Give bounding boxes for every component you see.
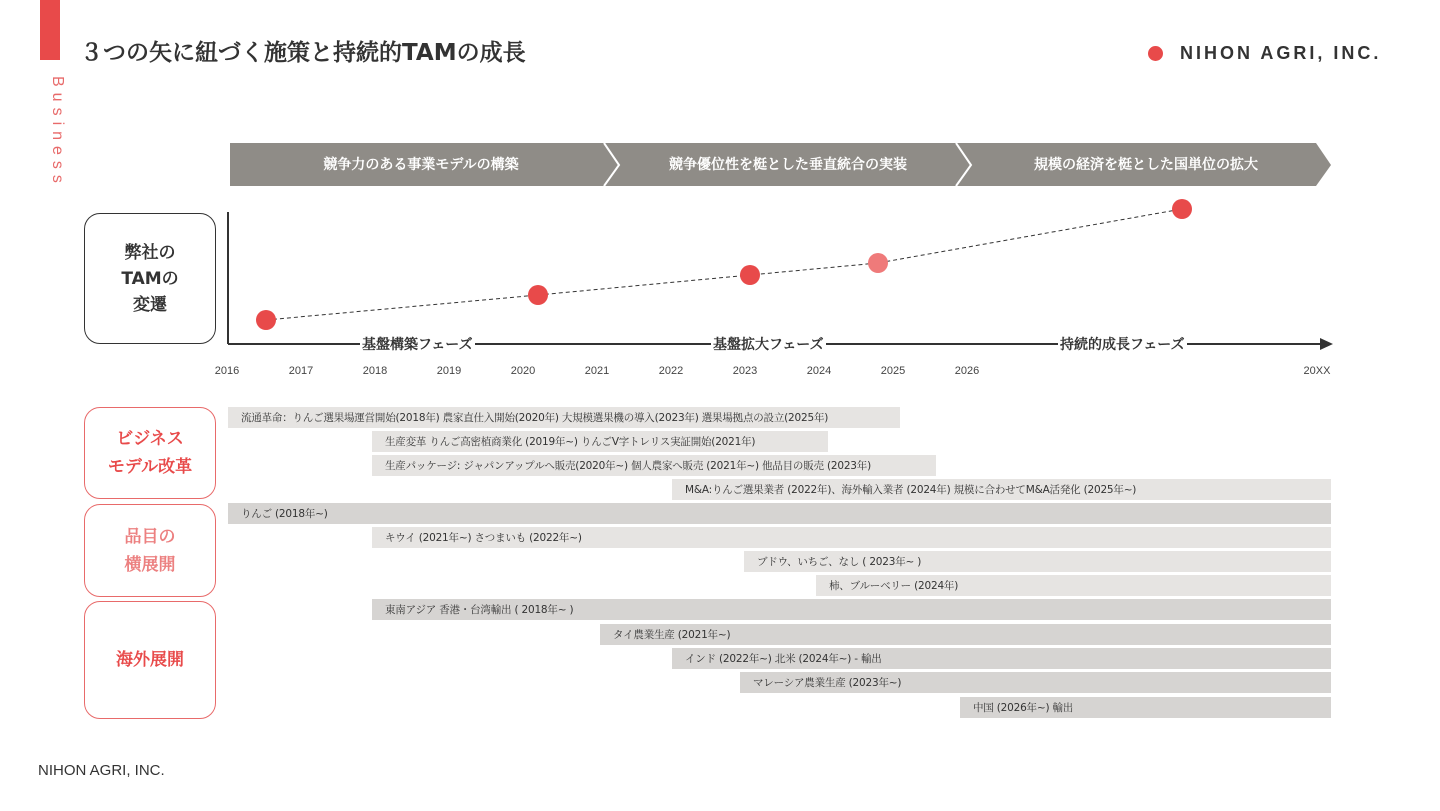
tam-line-3: 変遷	[132, 294, 167, 315]
year-label: 2020	[510, 365, 536, 377]
year-label: 2023	[732, 365, 758, 377]
category-overseas	[84, 601, 216, 719]
year-label: 2024	[806, 365, 832, 377]
initiative-bar: 中国 (2026年~) 輸出	[960, 697, 1331, 718]
year-label: 2019	[436, 365, 462, 377]
year-label: 2017	[288, 365, 314, 377]
year-label: 2016	[214, 365, 240, 377]
growth-point	[528, 285, 548, 305]
logo-dot-icon	[1148, 46, 1163, 61]
growth-point	[868, 253, 888, 273]
axis-arrow-icon	[1320, 338, 1333, 350]
initiative-bar: 流通革命：りんご選果場運営開始(2018年) 農家直仕入開始(2020年) 大規模選果機の導入(2023年) 選果場拠点の設立(2025年)	[228, 407, 900, 428]
initiative-bar: M&A:りんご選果業者 (2022年)、海外輸入業者 (2024年) 規模に合わせてM&A活発化 (2025年~)	[672, 479, 1331, 500]
axis-phase-label-3: 持続的成長フェーズ	[1058, 334, 1187, 354]
initiative-bar: 生産変革 りんご高密植商業化 (2019年~) りんごV字トレリス実証開始(2021年)	[372, 431, 828, 452]
company-logo	[1148, 43, 1381, 64]
year-label: 2026	[954, 365, 980, 377]
phase-label-2: 競争優位性を梃とした垂直統合の実装	[669, 157, 907, 173]
initiative-bar: ブドウ、いちご、なし ( 2023年~ )	[744, 551, 1331, 572]
category-product-expansion	[84, 504, 216, 597]
initiative-bar: 柿、ブルーベリー (2024年)	[816, 575, 1331, 596]
category-line: 横展開	[124, 554, 176, 575]
accent-bar	[40, 0, 60, 60]
phase-label-1: 競争力のある事業モデルの構築	[323, 157, 519, 173]
page-title: ３つの矢に紐づく施策と持続的TAMの成長	[80, 40, 526, 66]
tam-line-1: 弊社の	[124, 242, 176, 263]
initiative-bar: タイ農業生産 (2021年~)	[600, 624, 1331, 645]
initiative-bar: 東南アジア 香港・台湾輸出 ( 2018年~ )	[372, 599, 1331, 620]
tam-line-2: TAMの	[121, 268, 179, 289]
growth-line	[266, 209, 1182, 320]
year-label: 2021	[584, 365, 610, 377]
category-line: モデル改革	[107, 457, 193, 477]
initiative-bar: りんご (2018年~)	[228, 503, 1331, 524]
initiative-bar: 生産パッケージ: ジャパンアップルへ販売(2020年~) 個人農家へ販売 (2021年~) 他品目の販売 (2023年)	[372, 455, 936, 476]
logo-text: NIHON AGRI, INC.	[1180, 43, 1382, 63]
year-label: 2025	[880, 365, 906, 377]
year-label: 20XX	[1303, 365, 1331, 377]
category-line: ビジネス	[116, 429, 184, 449]
category-line: 品目の	[124, 526, 176, 547]
year-label: 2022	[658, 365, 684, 377]
phase-label-3: 規模の経済を梃とした国単位の拡大	[1034, 157, 1258, 173]
initiative-bar: インド (2022年~) 北米 (2024年~) - 輸出	[672, 648, 1331, 669]
initiative-bar: キウイ (2021年~) さつまいも (2022年~)	[372, 527, 1331, 548]
growth-point	[256, 310, 276, 330]
category-line: 海外展開	[116, 650, 184, 670]
tam-box	[84, 213, 216, 344]
footer-company-name: NIHON AGRI, INC.	[38, 762, 165, 779]
axis-phase-label-2: 基盤拡大フェーズ	[711, 334, 826, 354]
category-business-model	[84, 407, 216, 499]
year-label: 2018	[362, 365, 388, 377]
growth-point	[1172, 199, 1192, 219]
growth-point	[740, 265, 760, 285]
initiative-bar: マレーシア農業生産 (2023年~)	[740, 672, 1331, 693]
axis-phase-label-1: 基盤構築フェーズ	[360, 334, 475, 354]
side-label: Business	[49, 76, 66, 189]
